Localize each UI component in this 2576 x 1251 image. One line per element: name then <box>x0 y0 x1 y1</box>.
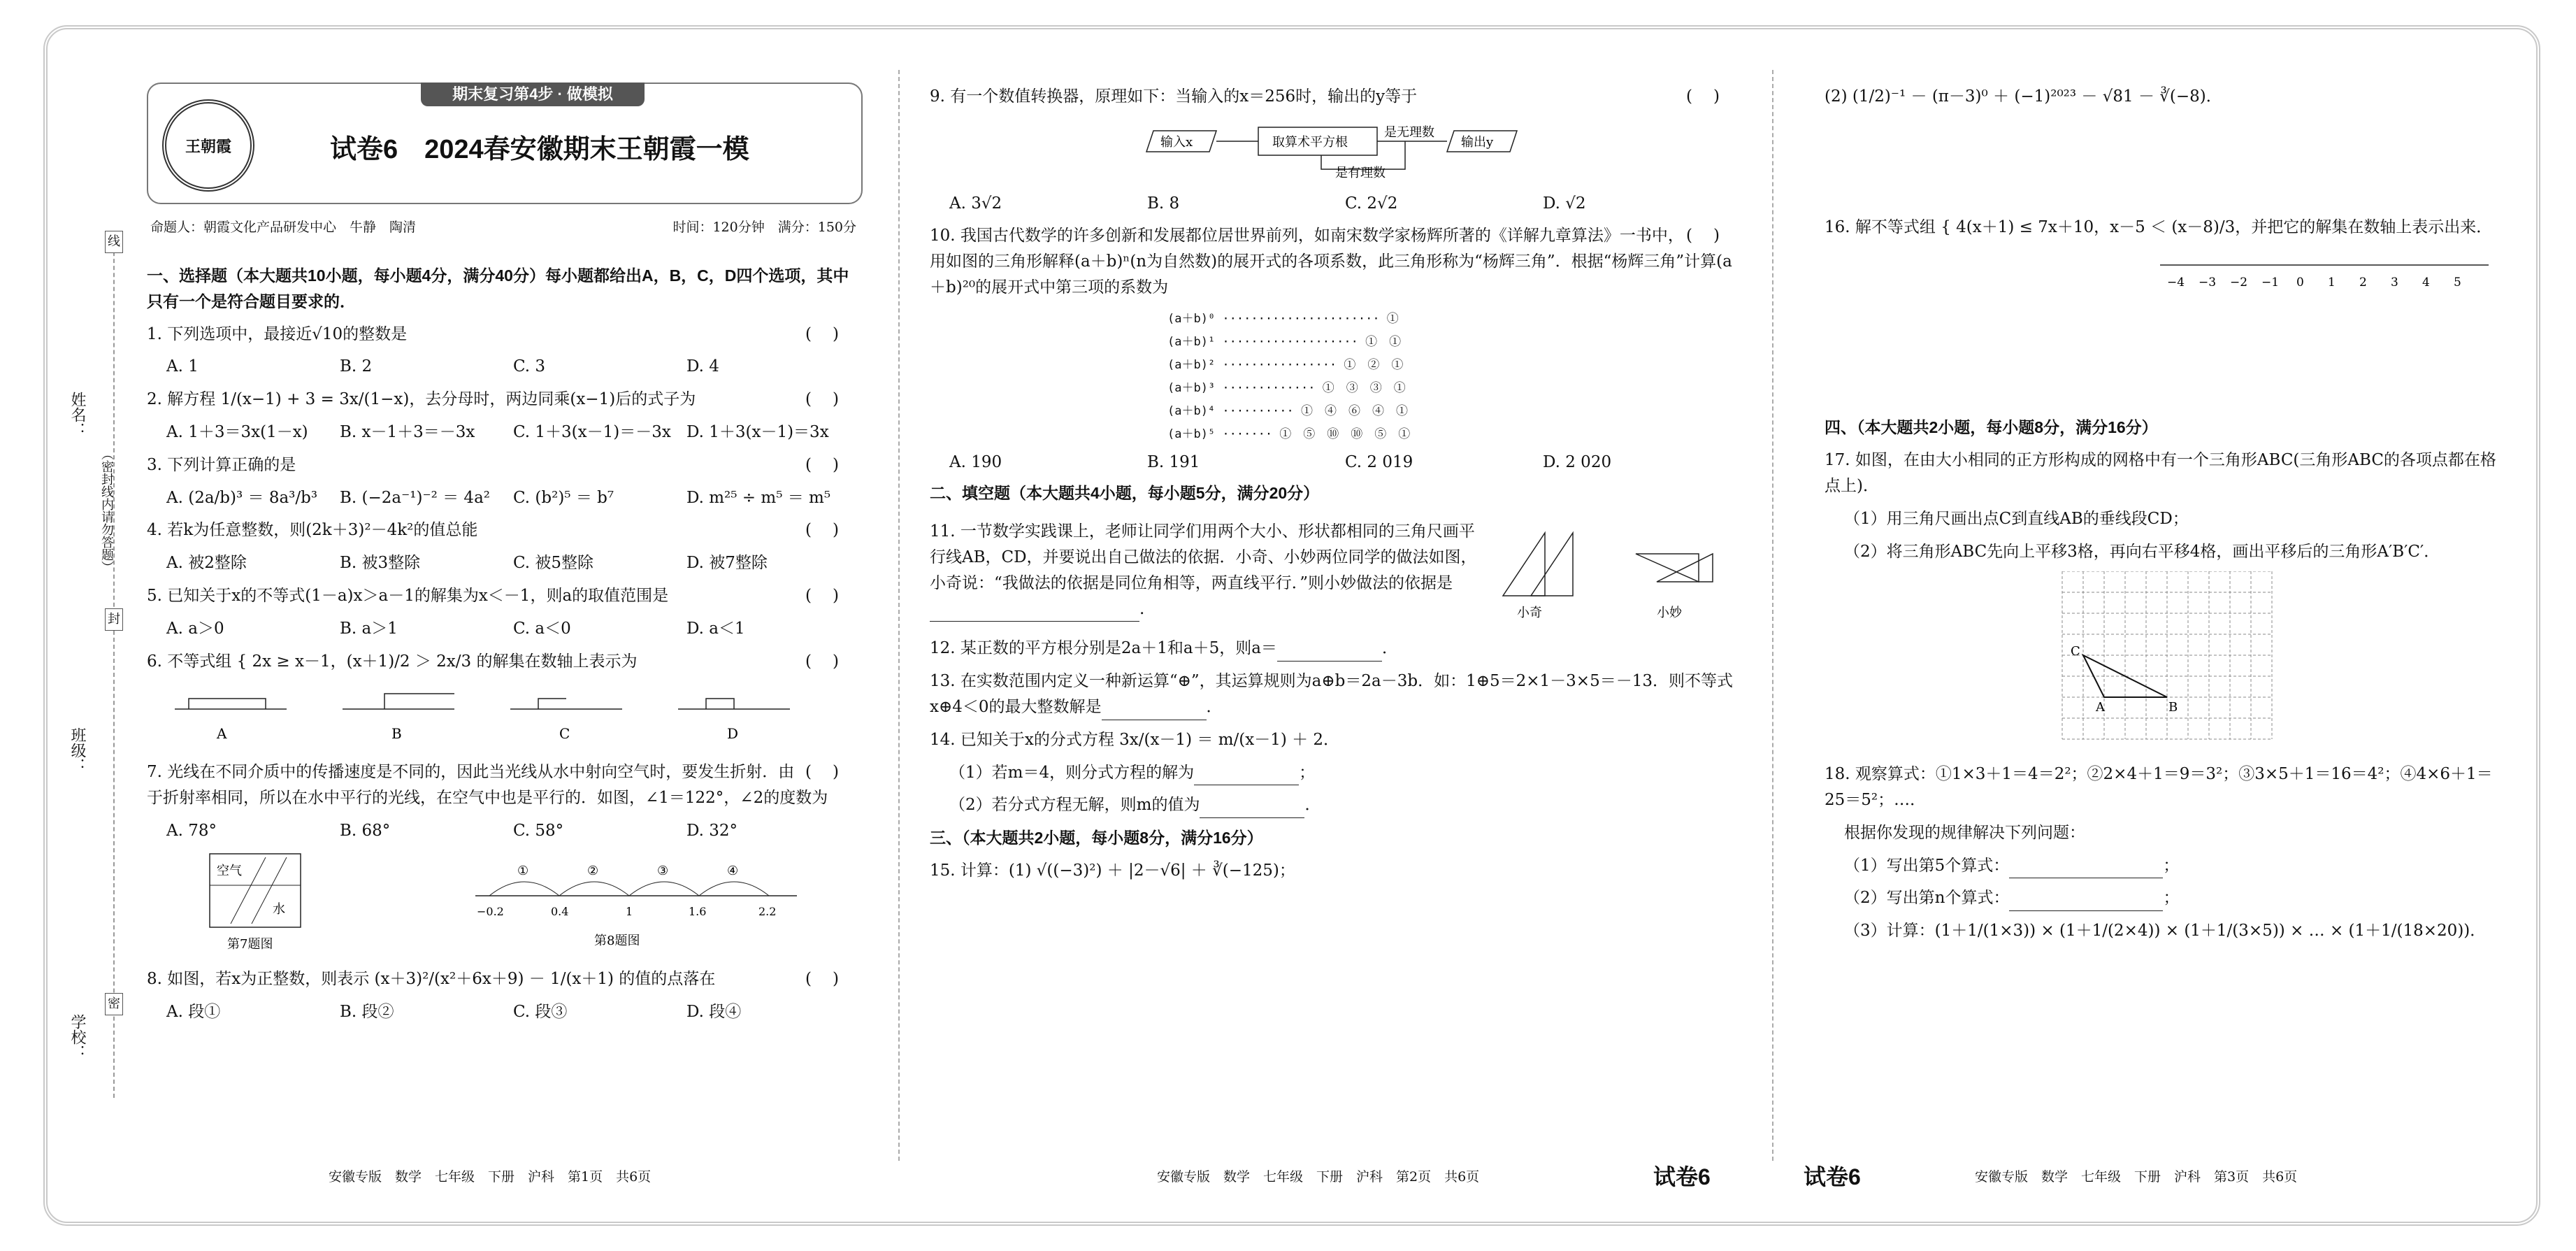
question-5: () 5. 已知关于x的不等式(1－a)x＞a－1的解集为x＜－1，则a的取值范围是 <box>147 586 860 605</box>
option-label: D <box>727 725 739 743</box>
question-15-2: (2) (1/2)⁻¹ － (π－3)⁰ ＋ (−1)²⁰²³ － √81 － ∛(−8)． <box>1825 87 2222 106</box>
question-18-hint: 根据你发现的规律解决下列问题： <box>1844 823 2085 842</box>
question-10: () 10. 我国古代数学的许多创新和发展都位居世界前列，如南宋数学家杨辉所著的《详解九章算法》一书中，用如图的三角形解释(a＋b)ⁿ(n为自然数)的展开式的各项系数，此三角形称为“杨辉三角”．根据“杨辉三角”计算(a＋b)²⁰的展开式中第三项的系数为 <box>930 227 1741 296</box>
question-11: 11. 一节数学实践课上，老师让同学们用两个大小、形状都相同的三角尺画平行线AB，CD，并要说出自己做法的依据．小奇、小妙两位同学的做法如图，小奇说：“我做法的依据是同位角相等，两直线平行．”则小妙做法的依据是. <box>930 519 1489 622</box>
triangle-ruler-figure <box>1489 512 1727 624</box>
question-14: 14. 已知关于x的分式方程 3x/(x－1) ＝ m/(x－1) ＋ 2． <box>930 730 1340 749</box>
column-1 <box>147 257 860 1028</box>
seal-box-secret: 密 <box>105 993 123 1015</box>
svg-text:4: 4 <box>2422 275 2430 289</box>
name-label: 姓名： <box>69 392 87 438</box>
svg-text:输入x: 输入x <box>1160 134 1193 150</box>
svg-text:取算术平方根: 取算术平方根 <box>1272 134 1348 150</box>
question-18-3: （3）计算：(1＋1/(1×3)) × (1＋1/(2×4)) × (1＋1/(3×5)) × … × (1＋1/(18×20))． <box>1844 922 2487 941</box>
column-2 <box>930 77 1741 891</box>
number-line-options <box>147 681 853 744</box>
svg-text:小妙: 小妙 <box>1657 606 1682 621</box>
footer-page-1: 安徽专版 数学 七年级 下册 沪科 第1页 共6页 <box>329 1169 652 1185</box>
section-title: 三、（本大题共2小题，每小题8分，满分16分） <box>930 829 1263 848</box>
seal-box-seal: 封 <box>105 608 123 631</box>
svg-text:−1: −1 <box>2261 275 2280 289</box>
svg-text:1.6: 1.6 <box>689 904 707 918</box>
svg-text:2: 2 <box>2359 275 2367 289</box>
options: A. (2a/b)³ ＝ 8a³/b³ B. (−2a⁻¹)⁻² ＝ 4a² C. (b²)⁵ ＝ b⁷ D. m²⁵ ÷ m⁵ ＝ m⁵ <box>166 488 831 507</box>
svg-text:A: A <box>2096 700 2105 715</box>
footer-page-2: 安徽专版 数学 七年级 下册 沪科 第2页 共6页 <box>1157 1169 1480 1185</box>
question-17: 17. 如图，在由大小相同的正方形构成的网格中有一个三角形ABC(三角形ABC的各项点都在格点上)． <box>1825 451 2496 495</box>
question-13: 13. 在实数范围内定义一种新运算“⊕”，其运算规则为a⊕b＝2a－3b．如：1⊕5＝2×1－3×5＝－13．则不等式x⊕4＜0的最大整数解是 ． <box>930 669 1741 720</box>
svg-text:2.2: 2.2 <box>758 904 777 918</box>
seal-box-line: 线 <box>105 231 123 253</box>
school-label: 学校： <box>69 1014 87 1060</box>
seal-notice: （密封线内请勿答题） <box>100 448 114 573</box>
svg-text:−3: −3 <box>2199 275 2217 289</box>
svg-text:输出y: 输出y <box>1461 134 1494 150</box>
column-divider <box>1772 70 1773 1161</box>
figures-7-8 <box>147 847 853 952</box>
svg-text:−4: −4 <box>2167 275 2185 289</box>
section-title: 二、填空题（本大题共4小题，每小题5分，满分20分） <box>930 484 1320 503</box>
svg-text:1: 1 <box>2328 275 2336 289</box>
svg-text:小奇: 小奇 <box>1517 606 1542 621</box>
exam-mark: 试卷6 <box>1653 1164 1711 1189</box>
options: A. 190 B. 191 C. 2 019 D. 2 020 <box>949 452 1612 471</box>
options: A. 3√2 B. 8 C. 2√2 D. √2 <box>949 194 1586 213</box>
options: A. 78° B. 68° C. 58° D. 32° <box>166 821 738 840</box>
yang-hui-triangle: (a＋b)⁰ ······················ ① (a＋b)¹ ··················· ① ① (a＋b)² ················ ① ② ① (a＋b)³ ············· ① ③ ③ ① (a＋b)⁴ ·········· ① ④ ⑥ ④ ① (a＋b)⁵ ······· ① ⑤ ⑩ ⑩ ⑤ ① <box>1167 311 1411 442</box>
question-14-2: （2）若分式方程无解，则m的值为 ． <box>949 792 1741 818</box>
question-7: () 7. 光线在不同介质中的传播速度是不同的，因此当光线从水中射向空气时，要发生折射．由于折射率相同，所以在水中平行的光线，在空气中也是平行的．如图，∠1＝122°，∠2的度数为 <box>147 763 860 807</box>
svg-text:0.4: 0.4 <box>551 904 569 918</box>
question-14-1: （1）若m＝4，则分式方程的解为 ； <box>949 760 1741 786</box>
time-score: 时间：120分钟 满分：150分 <box>672 220 856 235</box>
svg-text:④: ④ <box>727 863 739 878</box>
option-label: C <box>559 725 570 743</box>
svg-text:③: ③ <box>657 863 669 878</box>
class-label: 班级： <box>69 727 87 773</box>
question-15: 15. 计算：(1) √((−3)²) ＋ |2－√6| ＋ ∛(−125)； <box>930 861 1295 880</box>
question-11-wrap <box>930 512 1741 629</box>
options: A. a＞0 B. a＞1 C. a＜0 D. a＜1 <box>166 619 745 638</box>
svg-text:①: ① <box>517 863 529 878</box>
svg-text:是无理数: 是无理数 <box>1384 124 1434 140</box>
exam-meta <box>150 217 856 236</box>
exam-header <box>147 83 863 204</box>
question-18: 18. 观察算式：①1×3＋1＝4＝2²；②2×4＋1＝9＝3²；③3×5＋1＝16＝4²；④4×6＋1＝25＝5²；…． <box>1825 765 2493 809</box>
svg-text:②: ② <box>587 863 599 878</box>
exam-title: 试卷6 2024春安徽期末王朝霞一模 <box>330 135 749 164</box>
water-label: 水 <box>273 901 285 917</box>
authors: 命题人：朝霞文化产品研发中心 牛静 陶清 <box>150 220 417 235</box>
options: A. 1 B. 2 C. 3 D. 4 <box>166 357 719 376</box>
footer-page-3: 安徽专版 数学 七年级 下册 沪科 第3页 共6页 <box>1975 1169 2298 1185</box>
question-12: 12. 某正数的平方根分别是2a＋1和a＋5，则a＝ ． <box>930 636 1741 662</box>
brand-logo: 王朝霞 <box>162 99 254 192</box>
question-4: () 4. 若k为任意整数，则(2k＋3)²－4k²的值总能 <box>147 521 860 540</box>
svg-text:−0.2: −0.2 <box>477 904 504 918</box>
svg-text:B: B <box>2168 700 2178 715</box>
svg-text:是有理数: 是有理数 <box>1335 165 1386 180</box>
question-18-2: （2）写出第n个算式： ； <box>1844 885 2510 911</box>
svg-text:−2: −2 <box>2230 275 2248 289</box>
question-18-1: （1）写出第5个算式： ； <box>1844 853 2510 879</box>
seal-line <box>113 231 115 1098</box>
section-title: 一、选择题（本大题共10小题，每小题4分，满分40分）每小题都给出A，B，C，D四个选项，其中只有一个是符合题目要求的． <box>147 266 849 310</box>
question-17-1: （1）用三角尺画出点C到直线AB的垂线段CD； <box>1844 509 2189 528</box>
option-label: B <box>391 725 402 743</box>
options: A. 被2整除 B. 被3整除 C. 被5整除 D. 被7整除 <box>166 554 768 573</box>
question-8: () 8. 如图，若x为正整数，则表示 (x＋3)²/(x²＋6x＋9) － 1/(x＋1) 的值的点落在 <box>147 970 860 989</box>
exam-mark: 试卷6 <box>1804 1164 1861 1189</box>
figure-caption: 第7题图 <box>227 936 273 952</box>
question-3: () 3. 下列计算正确的是 <box>147 455 860 474</box>
svg-text:5: 5 <box>2454 275 2461 289</box>
figure-caption: 第8题图 <box>594 933 640 948</box>
converter-flowchart <box>930 117 1734 180</box>
header-tab: 期末复习第4步 · 做模拟 <box>421 83 645 106</box>
svg-text:C: C <box>2071 644 2080 659</box>
question-2: () 2. 解方程 1/(x−1) + 3 = 3x/(1−x)，去分母时，两边同乘(x−1)后的式子为 <box>147 390 860 409</box>
svg-text:0: 0 <box>2296 275 2304 289</box>
air-label: 空气 <box>217 863 242 878</box>
question-1: () 1. 下列选项中，最接近√10的整数是 <box>147 324 860 343</box>
section-title: 四、（本大题共2小题，每小题8分，满分16分） <box>1825 418 2158 437</box>
grid-figure <box>1825 571 2510 746</box>
options: A. 段① B. 段② C. 段③ D. 段④ <box>166 1003 742 1022</box>
question-6: () 6. 不等式组 { 2x ≥ x－1，(x＋1)/2 ＞ 2x/3 的解集在数轴上表示为 <box>147 652 860 671</box>
question-9: () 9. 有一个数值转换器，原理如下：当输入的x＝256时，输出的y等于 <box>930 87 1741 106</box>
svg-text:3: 3 <box>2391 275 2398 289</box>
options: A. 1＋3＝3x(1－x) B. x－1＋3＝－3x C. 1＋3(x－1)＝－3x D. 1＋3(x－1)＝3x <box>166 422 829 441</box>
svg-text:1: 1 <box>626 904 633 918</box>
number-line <box>1825 248 2510 296</box>
column-3 <box>1825 77 2510 951</box>
option-label: A <box>217 725 227 743</box>
question-16: 16. 解不等式组 { 4(x＋1) ≤ 7x＋10，x－5 ＜ (x－8)/3，并把它的解集在数轴上表示出来． <box>1825 217 2493 236</box>
question-17-2: （2）将三角形ABC先向上平移3格，再向右平移4格，画出平移后的三角形A′B′C′． <box>1844 542 2440 561</box>
column-divider <box>898 70 900 1161</box>
